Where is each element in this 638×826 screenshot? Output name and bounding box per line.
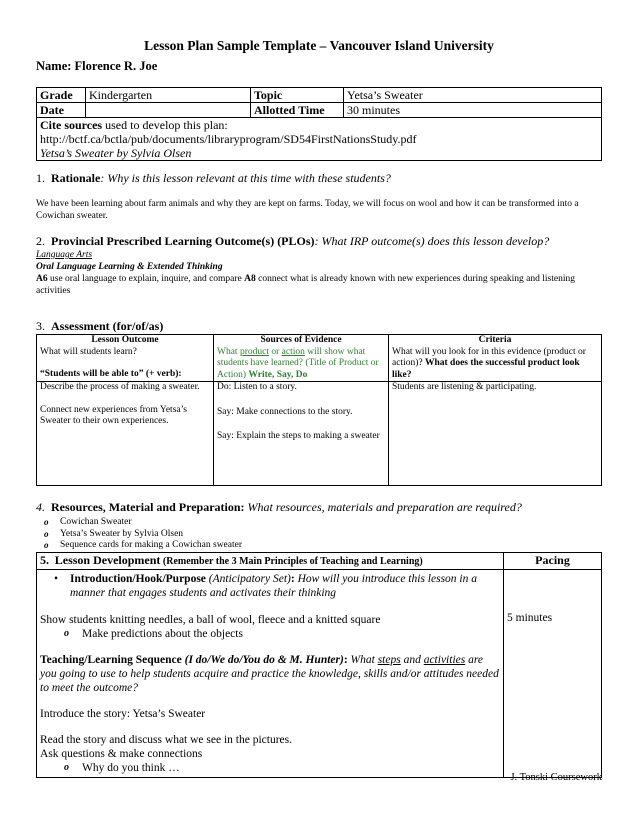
date-label: Date [37, 103, 86, 118]
outcome-head: Lesson Outcome [91, 335, 159, 345]
ask-questions: Ask questions & make connections [40, 747, 203, 760]
criteria-cell: Students are listening & participating. [389, 382, 602, 486]
resource-item-text: Cowichan Sweater [60, 517, 132, 527]
outcome-1: Describe the process of making a sweater. [40, 382, 200, 392]
plo-outcomes [36, 273, 602, 297]
grade-label: Grade [37, 88, 86, 103]
predict-text: Make predictions about the objects [82, 627, 243, 640]
cite-label: Cite sources [40, 118, 103, 132]
time-value: 30 minutes [344, 103, 602, 118]
bullet-icon: • [54, 572, 59, 585]
development-label: Lesson Development [54, 552, 161, 567]
tls-steps: steps [377, 653, 401, 666]
list-marker: o [64, 627, 69, 639]
hook-item [40, 572, 500, 600]
resources-question: What resources, materials and preparation are required? [244, 500, 522, 514]
development-body-cell [37, 569, 504, 777]
plo-question: : What IRP outcome(s) does this lesson develop? [314, 234, 550, 248]
outcome-header-cell [37, 335, 214, 382]
criteria-bold: What does the successful product look like? [392, 358, 580, 380]
criteria-sub-text: What will you look for in this evidence (product or action)? [392, 346, 586, 368]
assessment-label: Assessment (for/of/as) [51, 319, 164, 333]
tls-paragraph [40, 653, 500, 695]
plo-heading [36, 234, 602, 249]
pacing-cell [504, 569, 602, 777]
why-text: Why do you think … [82, 761, 180, 774]
tls-q1: What [347, 653, 378, 666]
tls-and: and [400, 653, 424, 666]
development-heading-cell [37, 552, 504, 569]
outcome-sub: What will students learn? [40, 346, 137, 357]
rationale-number: 1. [36, 171, 45, 185]
criteria-head: Criteria [478, 335, 512, 345]
plo-a6: A6 [36, 274, 48, 284]
lesson-info-table [36, 87, 602, 161]
rationale-label: Rationale [51, 171, 101, 185]
list-item [36, 540, 602, 552]
assessment-number: 3. [36, 319, 45, 333]
evidence-head: Sources of Evidence [260, 335, 342, 345]
tls-activities: activities [423, 653, 466, 666]
list-marker: o [44, 540, 49, 550]
hook-paren: (Anticipatory Set) [205, 572, 291, 585]
topic-value: Yetsa’s Sweater [344, 88, 602, 103]
resources-number: 4. [36, 500, 45, 514]
resource-item-text: Yetsa’s Sweater by Sylvia Olsen [60, 528, 184, 539]
evidence-action: action [281, 346, 305, 357]
document-title: Lesson Plan Sample Template – Vancouver Island University [144, 38, 494, 53]
list-marker: o [64, 761, 69, 773]
hook-question: How will you introduce this lesson in a manner that engages students and activates their thinking [70, 572, 477, 599]
date-value [86, 103, 251, 118]
evidence-1: Do: Listen to a story. [217, 382, 297, 392]
teacher-name: Name: Florence R. Joe [36, 59, 158, 73]
show-text: Show students knitting needles, a ball of wool, fleece and a knitted square [40, 613, 381, 626]
evidence-sub [217, 347, 385, 382]
assessment-table [36, 334, 602, 486]
tls-q2: are you going to use to help students acquire and practice the knowledge, skills and/or attitudes needed to meet the outcome? [40, 653, 499, 694]
rationale-heading [36, 171, 602, 186]
development-paren: (Remember the 3 Main Principles of Teaching and Learning) [160, 555, 423, 567]
evidence-product: product [239, 346, 269, 357]
hook-colon: : [290, 572, 295, 585]
rationale-text: We have been learning about farm animals and why they are kept on farms. Today, we will focus on wool and how it can be transformed into a Cowichan sweater. [36, 199, 579, 221]
outcome-cell [37, 382, 214, 486]
resource-item-text: Sequence cards for making a Cowichan sweater [60, 540, 243, 550]
why-item [40, 761, 500, 775]
grade-value: Kindergarten [86, 88, 251, 103]
cite-label-rest: used to develop this plan: [102, 118, 228, 132]
outcome-sub2: “Students will be able to” (+ verb): [40, 369, 182, 379]
cite-sources-cell [37, 118, 602, 161]
cite-book: Yetsa’s Sweater by Sylvia Olsen [40, 146, 192, 160]
list-marker: o [44, 517, 49, 527]
plo-subject: Language Arts [36, 250, 93, 260]
development-number: 5. [40, 552, 49, 567]
plo-a8: A8 [244, 274, 256, 284]
plo-number: 2. [36, 234, 45, 248]
outcome-2: Connect new experiences from Yetsa’s Sweater to their own experiences. [40, 404, 187, 426]
evidence-cell [214, 382, 389, 486]
intro-story: Introduce the story: Yetsa’s Sweater [40, 707, 206, 720]
resources-heading [36, 500, 602, 515]
resources-label: Resources, Material and Preparation: [51, 500, 245, 514]
plo-label: Provincial Prescribed Learning Outcome(s) (PLOs) [51, 234, 315, 248]
lesson-development-table [36, 552, 602, 778]
evidence-sub-a: What [217, 346, 240, 357]
plo-text1: use oral language to explain, inquire, and compare [47, 274, 245, 284]
predict-item [40, 627, 500, 641]
plo-strand: Oral Language Learning & Extended Thinking [36, 262, 223, 272]
rationale-question: : Why is this lesson relevant at this time with these students? [100, 171, 391, 185]
evidence-2: Say: Make connections to the story. [217, 406, 353, 417]
list-item [36, 517, 602, 529]
tls-bold: Teaching/Learning Sequence [40, 653, 182, 666]
evidence-or: or [268, 346, 282, 357]
evidence-3: Say: Explain the steps to making a sweater [217, 431, 380, 441]
topic-label: Topic [251, 88, 344, 103]
list-marker: o [44, 528, 49, 539]
lesson-plan-page [36, 34, 602, 778]
evidence-header-cell [214, 335, 389, 382]
evidence-sub-b: will show what students have learned? (Title of Product or Action) [217, 346, 379, 380]
hook-bold: Introduction/Hook/Purpose [70, 572, 206, 585]
criteria-header-cell [389, 335, 602, 382]
tls-paren: (I do/We do/You do & M. Hunter) [181, 653, 344, 666]
pacing-1: 5 minutes [507, 611, 553, 624]
list-item [36, 529, 602, 541]
evidence-bold: Write, Say, Do [248, 369, 308, 380]
assessment-heading [36, 319, 602, 334]
plo-text2: connect what is already known with new experiences during speaking and listening activities [36, 274, 575, 296]
criteria-sub [392, 347, 598, 382]
tls-colon: : [343, 653, 348, 666]
pacing-head: Pacing [504, 552, 602, 569]
time-label: Allotted Time [251, 103, 344, 118]
read-story: Read the story and discuss what we see in the pictures. [40, 733, 292, 746]
resources-list [36, 517, 602, 552]
footer-text: J. Tonski Coursework [510, 772, 602, 783]
cite-url: http://bctf.ca/bctla/pub/documents/libraryprogram/SD54FirstNationsStudy.pdf [40, 132, 417, 146]
